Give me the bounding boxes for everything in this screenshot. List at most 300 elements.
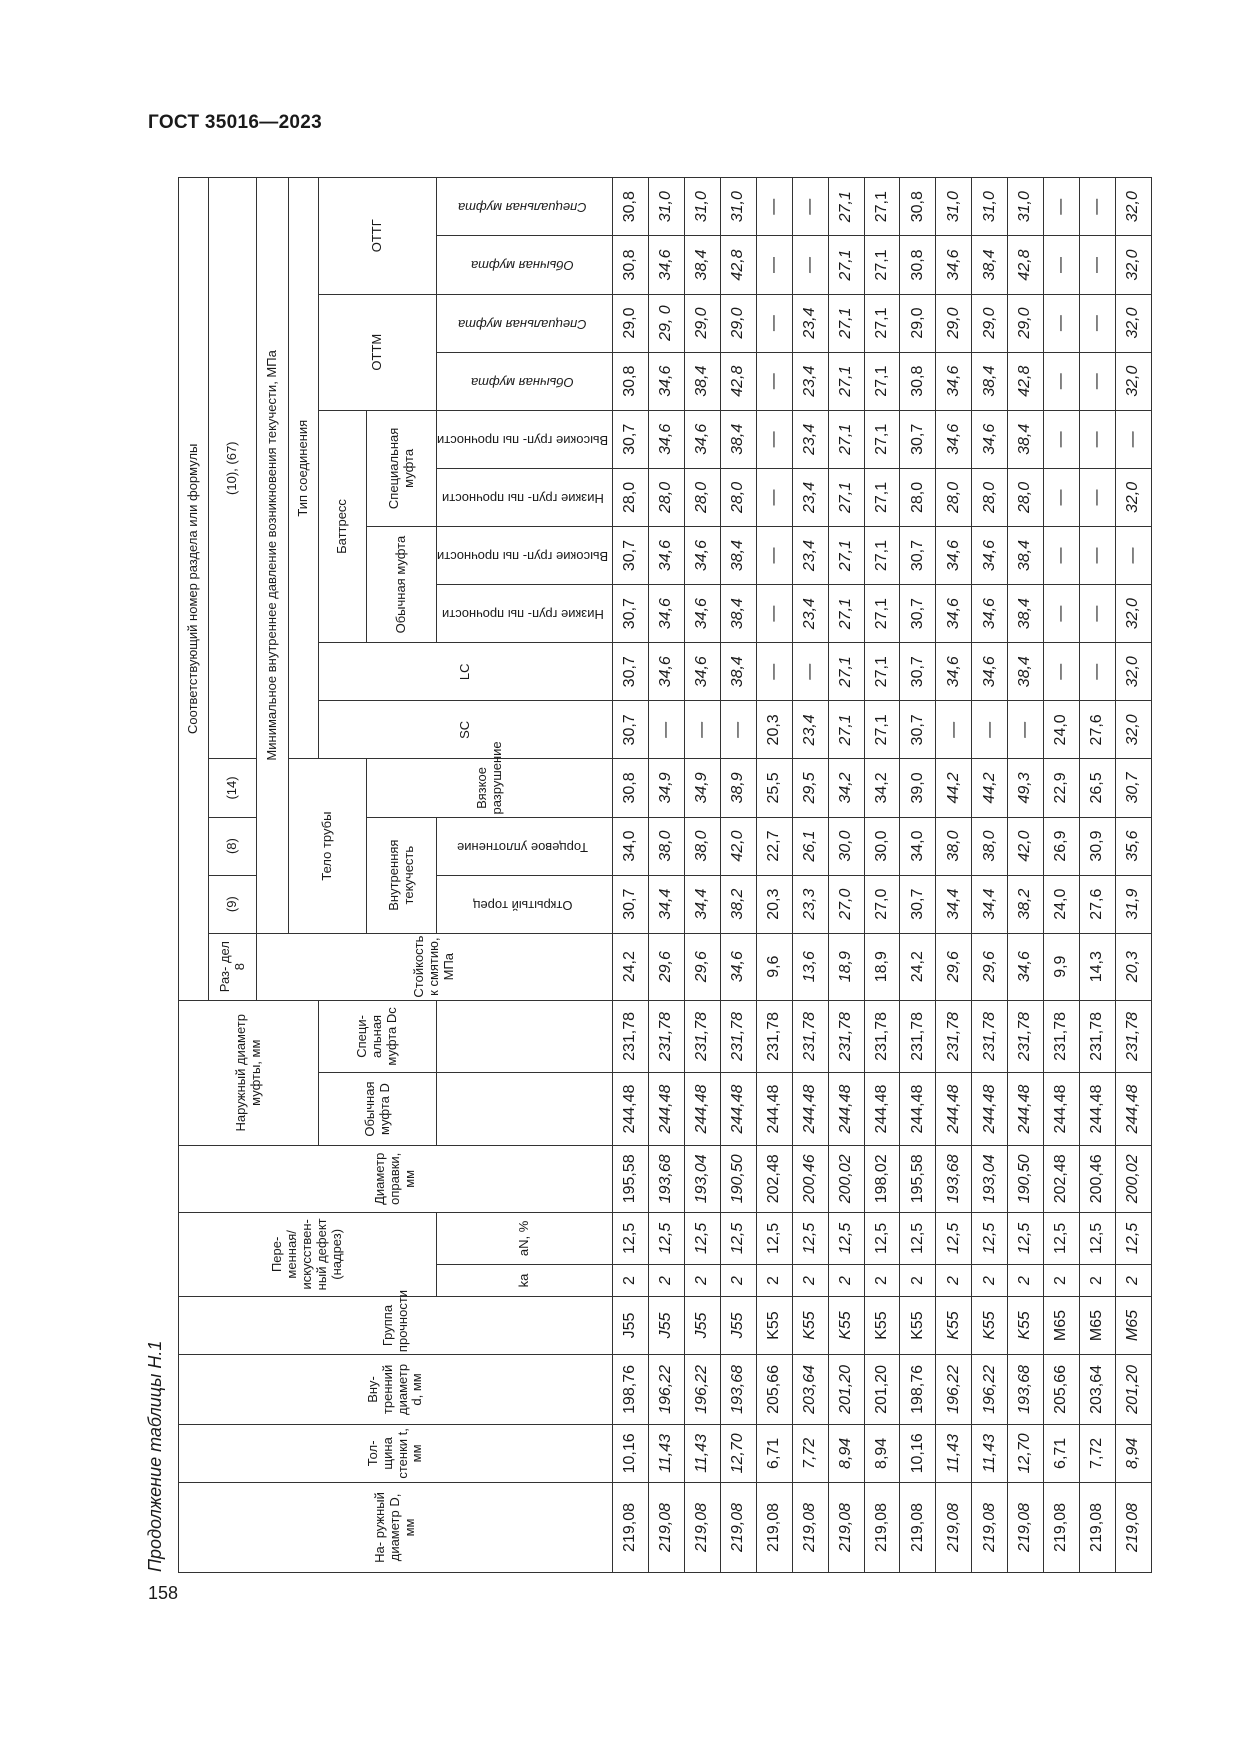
- table-cell: 7,72: [792, 1424, 828, 1482]
- table-cell: 31,0: [936, 178, 972, 236]
- table-cell: —: [1115, 410, 1151, 468]
- header-low-group: Низкие груп- пы прочности: [437, 585, 613, 643]
- header-formula-8: (8): [209, 817, 257, 875]
- table-cell: 31,9: [1115, 875, 1151, 933]
- table-cell: —: [1080, 352, 1116, 410]
- table-cell: 202,48: [1044, 1145, 1080, 1212]
- header-ottm-special: Специальная муфта: [437, 294, 613, 352]
- table-cell: —: [1044, 410, 1080, 468]
- table-cell: 219,08: [648, 1482, 684, 1572]
- header-crush-resistance: Стойкость к смятию, МПа: [257, 933, 613, 1000]
- table-cell: J55: [720, 1296, 756, 1354]
- table-cell: —: [756, 526, 792, 584]
- table-cell: 231,78: [684, 1000, 720, 1073]
- table-cell: 244,48: [972, 1073, 1008, 1146]
- table-cell: 32,0: [1115, 643, 1151, 701]
- table-cell: 23,4: [792, 352, 828, 410]
- header-strength-group: Группа прочности: [179, 1296, 613, 1354]
- table-cell: 42,0: [1008, 817, 1044, 875]
- table-cell: 44,2: [936, 759, 972, 817]
- table-cell: K55: [900, 1296, 936, 1354]
- table-cell: 23,3: [792, 875, 828, 933]
- table-cell: 231,78: [1008, 1000, 1044, 1073]
- table-cell: 18,9: [828, 933, 864, 1000]
- table-cell: K55: [972, 1296, 1008, 1354]
- table-cell: K55: [828, 1296, 864, 1354]
- table-cell: 2: [720, 1265, 756, 1297]
- table-cell: 30,7: [900, 526, 936, 584]
- table-cell: 30,8: [613, 759, 649, 817]
- table-cell: —: [1080, 178, 1116, 236]
- table-cell: 12,5: [900, 1212, 936, 1264]
- table-cell: 231,78: [828, 1000, 864, 1073]
- table-cell: 30,7: [613, 701, 649, 759]
- table-cell: 34,4: [648, 875, 684, 933]
- table-cell: 25,5: [756, 759, 792, 817]
- table-cell: 2: [900, 1265, 936, 1297]
- table-cell: 34,6: [936, 643, 972, 701]
- table-cell: 2: [936, 1265, 972, 1297]
- table-cell: 244,48: [828, 1073, 864, 1146]
- table-cell: 27,1: [828, 294, 864, 352]
- table-cell: 30,7: [900, 643, 936, 701]
- table-cell: 28,0: [900, 468, 936, 526]
- table-cell: 24,2: [900, 933, 936, 1000]
- header-buttress: Баттресс: [319, 410, 367, 642]
- table-cell: 13,6: [792, 933, 828, 1000]
- table-cell: 12,70: [720, 1424, 756, 1482]
- table-cell: 219,08: [756, 1482, 792, 1572]
- table-cell: 244,48: [1115, 1073, 1151, 1146]
- table-cell: M65: [1115, 1296, 1151, 1354]
- table-cell: —: [1044, 294, 1080, 352]
- table-cell: 6,71: [756, 1424, 792, 1482]
- table-cell: 38,4: [684, 236, 720, 294]
- table-cell: 244,48: [936, 1073, 972, 1146]
- header-internal-yield: Внутренняя текучесть: [367, 817, 437, 933]
- table-cell: 27,0: [864, 875, 900, 933]
- table-cell: 34,6: [684, 526, 720, 584]
- document-standard-header: ГОСТ 35016—2023: [148, 112, 323, 133]
- table-cell: 231,78: [936, 1000, 972, 1073]
- table-cell: 30,7: [613, 526, 649, 584]
- table-cell: 231,78: [648, 1000, 684, 1073]
- table-cell: 244,48: [864, 1073, 900, 1146]
- table-cell: 34,6: [936, 585, 972, 643]
- table-cell: 27,1: [828, 236, 864, 294]
- table-cell: 27,1: [864, 410, 900, 468]
- table-cell: 23,4: [792, 410, 828, 468]
- table-cell: 30,8: [613, 236, 649, 294]
- table-cell: 34,6: [1008, 933, 1044, 1000]
- header-lc: LC: [319, 643, 613, 701]
- header-ottm-regular: Обычная муфта: [437, 352, 613, 410]
- table-cell: 31,0: [972, 178, 1008, 236]
- table-cell: 244,48: [900, 1073, 936, 1146]
- table-cell: 27,6: [1080, 701, 1116, 759]
- table-cell: 200,46: [1080, 1145, 1116, 1212]
- header-section-8: Раз- дел 8: [209, 933, 257, 1000]
- table-cell: 7,72: [1080, 1424, 1116, 1482]
- table-cell: 30,8: [900, 236, 936, 294]
- table-cell: 18,9: [864, 933, 900, 1000]
- header-formula-14: (14): [209, 759, 257, 817]
- table-cell: 31,0: [684, 178, 720, 236]
- table-cell: 27,1: [864, 352, 900, 410]
- table-cell: 9,9: [1044, 933, 1080, 1000]
- table-row: [900, 178, 936, 1573]
- header-coupling-blank-1: [437, 1073, 613, 1146]
- table-cell: 2: [756, 1265, 792, 1297]
- table-cell: 38,4: [1008, 410, 1044, 468]
- table-cell: 198,76: [613, 1355, 649, 1425]
- table-cell: 32,0: [1115, 701, 1151, 759]
- table-cell: 198,76: [900, 1355, 936, 1425]
- table-caption: Продолжение таблицы Н.1: [145, 1340, 165, 1572]
- table-cell: 38,4: [972, 236, 1008, 294]
- table-cell: 38,0: [936, 817, 972, 875]
- table-cell: 23,4: [792, 701, 828, 759]
- table-cell: 244,48: [648, 1073, 684, 1146]
- table-cell: 29,0: [936, 294, 972, 352]
- table-cell: 200,02: [828, 1145, 864, 1212]
- header-ottg-regular: Обычная муфта: [437, 236, 613, 294]
- table-cell: —: [792, 643, 828, 701]
- table-cell: 34,0: [900, 817, 936, 875]
- header-end-seal: Торцевое уплотнение: [437, 817, 613, 875]
- table-cell: 203,64: [1080, 1355, 1116, 1425]
- table-cell: 12,5: [1008, 1212, 1044, 1264]
- table-row: [1115, 178, 1151, 1573]
- table-cell: 193,04: [972, 1145, 1008, 1212]
- table-cell: 32,0: [1115, 468, 1151, 526]
- table-cell: 196,22: [684, 1355, 720, 1425]
- table-cell: 12,5: [1044, 1212, 1080, 1264]
- table-cell: 22,9: [1044, 759, 1080, 817]
- table-cell: 29,0: [900, 294, 936, 352]
- table-cell: 193,68: [648, 1145, 684, 1212]
- table-cell: 38,0: [972, 817, 1008, 875]
- table-cell: 11,43: [936, 1424, 972, 1482]
- table-row: [684, 178, 720, 1573]
- table-cell: 190,50: [720, 1145, 756, 1212]
- table-cell: 29,6: [972, 933, 1008, 1000]
- header-ottg-special: Специальная муфта: [437, 178, 613, 236]
- header-outer-diameter: На- ружный диаметр D, мм: [179, 1482, 613, 1572]
- table-cell: 34,6: [648, 643, 684, 701]
- table-cell: 190,50: [1008, 1145, 1044, 1212]
- header-low-group-2: Низкие груп- пы прочности: [437, 468, 613, 526]
- table-cell: 38,4: [720, 410, 756, 468]
- header-formula-10-67: (10), (67): [209, 178, 257, 759]
- table-cell: —: [1080, 526, 1116, 584]
- table-cell: 34,6: [648, 236, 684, 294]
- header-coupling-blank-2: [437, 1000, 613, 1073]
- table-cell: 8,94: [828, 1424, 864, 1482]
- table-cell: K55: [792, 1296, 828, 1354]
- table-cell: 27,1: [828, 178, 864, 236]
- table-cell: 2: [1008, 1265, 1044, 1297]
- table-cell: 34,6: [972, 585, 1008, 643]
- table-cell: 31,0: [1008, 178, 1044, 236]
- header-buttress-special: Специальная муфта: [367, 410, 437, 526]
- table-row: [1080, 178, 1116, 1573]
- table-cell: 34,6: [648, 526, 684, 584]
- table-cell: —: [756, 410, 792, 468]
- table-cell: 2: [1044, 1265, 1080, 1297]
- table-cell: 219,08: [1080, 1482, 1116, 1572]
- table-cell: 27,1: [828, 585, 864, 643]
- table-cell: 24,2: [613, 933, 649, 1000]
- table-row: [828, 178, 864, 1573]
- table-cell: 38,2: [1008, 875, 1044, 933]
- table-cell: —: [756, 352, 792, 410]
- table-cell: 34,6: [972, 643, 1008, 701]
- table-cell: 196,22: [972, 1355, 1008, 1425]
- table-cell: 8,94: [864, 1424, 900, 1482]
- table-cell: 30,0: [828, 817, 864, 875]
- table-cell: J55: [648, 1296, 684, 1354]
- table-cell: 42,8: [720, 352, 756, 410]
- table-cell: 28,0: [720, 468, 756, 526]
- table-cell: 35,6: [1115, 817, 1151, 875]
- table-cell: —: [1044, 236, 1080, 294]
- header-ottg: ОТТГ: [319, 178, 437, 295]
- table-cell: 198,02: [864, 1145, 900, 1212]
- table-cell: —: [972, 701, 1008, 759]
- table-cell: 11,43: [972, 1424, 1008, 1482]
- table-row: [756, 178, 792, 1573]
- table-cell: 34,6: [936, 236, 972, 294]
- table-cell: 29,6: [684, 933, 720, 1000]
- table-cell: 30,7: [613, 643, 649, 701]
- table-cell: 23,4: [792, 526, 828, 584]
- table-cell: 196,22: [936, 1355, 972, 1425]
- table-cell: 12,5: [613, 1212, 649, 1264]
- table-cell: 244,48: [1008, 1073, 1044, 1146]
- table-cell: 2: [684, 1265, 720, 1297]
- table-cell: —: [648, 701, 684, 759]
- table-cell: —: [1044, 178, 1080, 236]
- header-defect: Пере- менная/ искусствен- ный дефект (надрез): [179, 1212, 437, 1296]
- table-cell: —: [1080, 643, 1116, 701]
- table-cell: 231,78: [756, 1000, 792, 1073]
- table-cell: 34,4: [972, 875, 1008, 933]
- table-cell: 27,0: [828, 875, 864, 933]
- table-cell: —: [1044, 643, 1080, 701]
- table-cell: J55: [613, 1296, 649, 1354]
- table-cell: 38,4: [972, 352, 1008, 410]
- table-cell: 219,08: [936, 1482, 972, 1572]
- table-cell: 34,6: [720, 933, 756, 1000]
- table-cell: 38,9: [720, 759, 756, 817]
- table-cell: K55: [756, 1296, 792, 1354]
- table-cell: 201,20: [864, 1355, 900, 1425]
- table-cell: 12,5: [648, 1212, 684, 1264]
- table-cell: —: [756, 294, 792, 352]
- table-cell: 27,1: [828, 410, 864, 468]
- table-cell: —: [756, 236, 792, 294]
- table-cell: 12,5: [828, 1212, 864, 1264]
- table-cell: 32,0: [1115, 178, 1151, 236]
- table-cell: 29,0: [972, 294, 1008, 352]
- table-cell: 12,5: [864, 1212, 900, 1264]
- table-cell: 219,08: [1044, 1482, 1080, 1572]
- table-cell: 34,6: [936, 526, 972, 584]
- table-cell: —: [1044, 526, 1080, 584]
- table-cell: K55: [864, 1296, 900, 1354]
- table-cell: 244,48: [720, 1073, 756, 1146]
- table-cell: 30,9: [1080, 817, 1116, 875]
- table-cell: 12,5: [720, 1212, 756, 1264]
- table-cell: 29,0: [613, 294, 649, 352]
- table-cell: 202,48: [756, 1145, 792, 1212]
- table-cell: 38,4: [684, 352, 720, 410]
- table-cell: 38,4: [720, 585, 756, 643]
- table-cell: 30,8: [613, 352, 649, 410]
- table-cell: 29,0: [684, 294, 720, 352]
- table-cell: 196,22: [648, 1355, 684, 1425]
- table-cell: 2: [792, 1265, 828, 1297]
- table-cell: 244,48: [613, 1073, 649, 1146]
- table-cell: 22,7: [756, 817, 792, 875]
- header-high-group: Высокие груп- пы прочности: [437, 526, 613, 584]
- table-cell: 231,78: [1080, 1000, 1116, 1073]
- table-cell: 14,3: [1080, 933, 1116, 1000]
- header-open-end: Открытый торец: [437, 875, 613, 933]
- table-cell: —: [936, 701, 972, 759]
- table-cell: 44,2: [972, 759, 1008, 817]
- header-sc: SC: [319, 701, 613, 759]
- table-cell: 34,4: [936, 875, 972, 933]
- header-formula-9: (9): [209, 875, 257, 933]
- table-cell: 27,6: [1080, 875, 1116, 933]
- table-cell: 34,0: [613, 817, 649, 875]
- table-cell: 2: [1080, 1265, 1116, 1297]
- table-cell: 219,08: [792, 1482, 828, 1572]
- table-cell: 42,8: [1008, 352, 1044, 410]
- table-cell: 34,6: [936, 352, 972, 410]
- table-cell: 42,8: [720, 236, 756, 294]
- table-cell: 34,9: [648, 759, 684, 817]
- table-cell: M65: [1080, 1296, 1116, 1354]
- table-cell: —: [1044, 585, 1080, 643]
- table-row: [792, 178, 828, 1573]
- table-cell: 30,7: [613, 585, 649, 643]
- table-cell: 219,08: [1115, 1482, 1151, 1572]
- table-cell: 27,1: [864, 585, 900, 643]
- table-cell: 27,1: [828, 468, 864, 526]
- table-cell: 10,16: [613, 1424, 649, 1482]
- table-body: [613, 178, 1152, 1573]
- table-row: [936, 178, 972, 1573]
- header-high-group-2: Высокие груп- пы прочности: [437, 410, 613, 468]
- table-cell: 31,0: [648, 178, 684, 236]
- table-cell: 38,4: [1008, 643, 1044, 701]
- table-cell: 30,7: [613, 410, 649, 468]
- table-cell: 193,68: [720, 1355, 756, 1425]
- data-table: [178, 177, 1152, 1573]
- table-cell: 34,6: [972, 526, 1008, 584]
- table-row: [1044, 178, 1080, 1573]
- table-cell: 30,7: [900, 585, 936, 643]
- table-cell: —: [1080, 585, 1116, 643]
- table-cell: 28,0: [684, 468, 720, 526]
- table-cell: 30,7: [613, 875, 649, 933]
- header-section-number: Соответствующий номер раздела или формулы: [179, 178, 209, 1001]
- table-cell: 12,5: [1080, 1212, 1116, 1264]
- table-cell: —: [1115, 526, 1151, 584]
- table-cell: 203,64: [792, 1355, 828, 1425]
- table-cell: 34,6: [684, 410, 720, 468]
- table-cell: 30,0: [864, 817, 900, 875]
- header-an: aN, %: [437, 1212, 613, 1264]
- table-cell: 2: [648, 1265, 684, 1297]
- table-cell: 231,78: [613, 1000, 649, 1073]
- table-cell: 27,1: [864, 294, 900, 352]
- table-cell: 32,0: [1115, 294, 1151, 352]
- table-cell: —: [1008, 701, 1044, 759]
- table-cell: 244,48: [756, 1073, 792, 1146]
- table-cell: 244,48: [792, 1073, 828, 1146]
- table-cell: 231,78: [792, 1000, 828, 1073]
- table-cell: 12,5: [792, 1212, 828, 1264]
- page-number: 158: [148, 1583, 179, 1603]
- table-cell: 27,1: [828, 526, 864, 584]
- table-cell: 193,68: [1008, 1355, 1044, 1425]
- table-cell: 20,3: [1115, 933, 1151, 1000]
- table-cell: 29,6: [936, 933, 972, 1000]
- table-cell: —: [1080, 236, 1116, 294]
- table-cell: 12,5: [1115, 1212, 1151, 1264]
- table-cell: 28,0: [1008, 468, 1044, 526]
- table-cell: 12,70: [1008, 1424, 1044, 1482]
- table-cell: 244,48: [1080, 1073, 1116, 1146]
- table-cell: 12,5: [756, 1212, 792, 1264]
- table-cell: 231,78: [972, 1000, 1008, 1073]
- table-cell: 34,6: [648, 352, 684, 410]
- table-cell: 201,20: [828, 1355, 864, 1425]
- table-cell: 2: [828, 1265, 864, 1297]
- header-inner-diameter: Вну- тренний диаметр d, мм: [179, 1355, 613, 1425]
- table-cell: 2: [864, 1265, 900, 1297]
- table-cell: 231,78: [900, 1000, 936, 1073]
- table-cell: 195,58: [900, 1145, 936, 1212]
- table-cell: 8,94: [1115, 1424, 1151, 1482]
- table-row: [613, 178, 649, 1573]
- table-cell: 32,0: [1115, 352, 1151, 410]
- table-cell: 29,0: [1008, 294, 1044, 352]
- table-cell: 2: [613, 1265, 649, 1297]
- table-cell: 27,1: [864, 236, 900, 294]
- table-cell: 38,4: [720, 526, 756, 584]
- table-cell: 193,04: [684, 1145, 720, 1212]
- table-cell: 205,66: [1044, 1355, 1080, 1425]
- table-cell: 201,20: [1115, 1355, 1151, 1425]
- table-cell: 30,7: [900, 701, 936, 759]
- table-row: [972, 178, 1008, 1573]
- table-cell: 42,0: [720, 817, 756, 875]
- table-cell: 12,5: [972, 1212, 1008, 1264]
- table-cell: K55: [936, 1296, 972, 1354]
- table-cell: —: [756, 585, 792, 643]
- header-mandrel-diameter: Диаметр оправки, мм: [179, 1145, 613, 1212]
- table-cell: 34,6: [684, 585, 720, 643]
- table-row: [864, 178, 900, 1573]
- table-cell: 30,8: [900, 178, 936, 236]
- table-cell: —: [1080, 468, 1116, 526]
- table-cell: 231,78: [864, 1000, 900, 1073]
